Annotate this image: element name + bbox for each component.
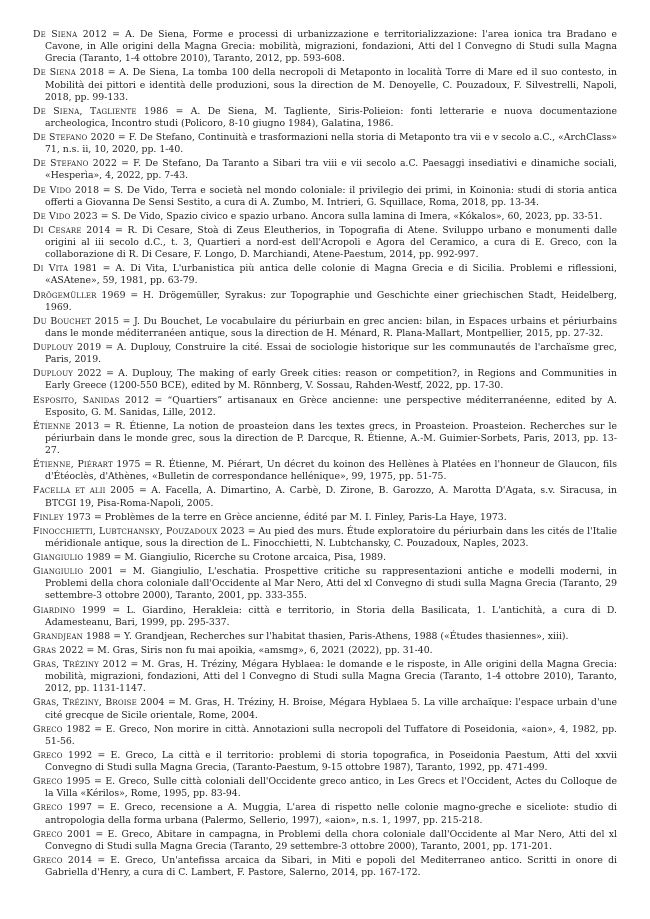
bibliography-entry: [33, 132, 617, 156]
bibliography-entry: [33, 512, 617, 524]
bibliography-entry: [33, 211, 617, 223]
bibliography-entry: [33, 106, 617, 130]
entry-key: Duplouy 2022: [33, 368, 102, 380]
entry-text: = H. Drögemüller, Syrakus: zur Topographie und Geschichte einer griechischen Stadt, Heidelberg, 1969.: [45, 289, 617, 313]
bibliography-entry: [33, 290, 617, 314]
entry-text: = E. Greco, recensione a A. Muggia, L'area di rispetto nelle colonie magno-greche e siceliote: studio di antropologia della forma urbana (Palermo, Sellerio, 1997), «aion», n.s. 1, 1997, pp. 215-218.: [45, 802, 617, 826]
entry-key: Gras 2022: [33, 644, 84, 656]
entry-text: = “Quartiers” artisanaux en Grèce ancienne: une perspective méditerranéenne, edited by A. Esposito, G. M. Sanidas, Lille, 2012.: [45, 394, 617, 418]
bibliography-entry: [33, 829, 617, 853]
bibliography-entry: [33, 421, 617, 457]
entry-text: = E. Greco, Un'antefissa arcaica da Sibari, in Miti e popoli del Mediterraneo antico. Scritti in onore di Gabriella d'Henry, a cura di C. Lambert, F. Pastore, Salerno, 2014, pp. 167-172.: [45, 854, 617, 879]
entry-key: Drögemüller 1969: [33, 289, 126, 301]
entry-key: Greco 2001: [33, 828, 92, 840]
entry-key: De Stefano 2022: [33, 158, 118, 170]
bibliography-entry: [33, 566, 617, 602]
bibliography-entry: [33, 750, 617, 774]
entry-text: = M. Gras, H. Tréziny, H. Broise, Mégara Hyblaea 5. La ville archaïque: l'espace urbain d'une cité grecque de Sicile orientale, Rome, 2004.: [45, 697, 617, 721]
entry-key: De Siena 2018: [33, 67, 105, 79]
entry-text: = M. Gras, H. Tréziny, Mégara Hyblaea: le domande e le risposte, in Alle origini della Magna Grecia: mobilità, migrazioni, fondazioni, Atti del l Convegno di Studi sulla Magna Grecia (Taranto, 1-4 ottobre 2010), Taranto, 2012, pp. 1131-1147.: [45, 659, 617, 695]
entry-key: Étienne, Piérart 1975: [33, 459, 141, 471]
bibliography-entry: [33, 776, 617, 800]
entry-key: De Siena 2012: [33, 29, 107, 40]
entry-text: = L. Giardino, Herakleia: città e territorio, in Storia della Basilicata, 1. L'antichità, a cura di D. Adamesteanu, Bari, 1999, pp. 295-337.: [45, 604, 617, 628]
entry-text: = S. De Vido, Terra e società nel mondo coloniale: il privilegio dei primi, in Koinonia: studi di storia antica offerti a Giovanna De Sensi Sestito, a cura di A. Zumbo, M. Intrieri, G. Squillace, Roma, 2018, pp. 13-34.: [45, 184, 617, 208]
entry-text: = M. Gras, Siris non fu mai apoikia, «amsmg», 6, 2021 (2022), pp. 31-40.: [83, 644, 433, 656]
bibliography-entry: [33, 368, 617, 392]
entry-key: Grandjean 1988: [33, 630, 111, 642]
entry-key: Giangiulio 1989: [33, 552, 111, 564]
entry-text: = A. Di Vita, L'urbanistica più antica delle colonie di Magna Grecia e di Sicilia. Problemi e riflessioni, «ASAtene», 59, 1981, pp. 63-79.: [45, 263, 617, 287]
bibliography-entry: [33, 158, 617, 182]
bibliography-entry: [33, 459, 617, 483]
entry-key: Duplouy 2019: [33, 342, 102, 354]
bibliography-entry: [33, 526, 617, 550]
entry-key: Finocchietti, Lubtchansky, Pouzadoux 2023: [33, 525, 245, 537]
bibliography-entry: [33, 605, 617, 629]
bibliography-entry: [33, 645, 617, 657]
entry-text: = F. De Stefano, Da Taranto a Sibari tra viii e vii secolo a.C. Paesaggi insediativi e dinamiche sociali, «Hesperìa», 4, 2022, pp. 7-43.: [45, 158, 617, 182]
entry-key: Esposito, Sanidas 2012: [33, 394, 150, 406]
bibliography-entry: [33, 724, 617, 748]
entry-text: = Au pied des murs. Étude exploratoire du périurbain dans les cités de l'Italie méridionale antique, sous la direction de L. Finocchietti, N. Lubtchansky, C. Pouzadoux, Naples, 2023.: [45, 525, 617, 549]
entry-key: Greco 2014: [33, 854, 93, 866]
entry-text: = R. Di Cesare, Stoà di Zeus Eleutherios, in Topografia di Atene. Sviluppo urbano e monumenti dalle origini al iii secolo d.C., t. 3, Quartieri a nord-est dell'Acropoli e Agora del Ceramico, a cura di E. Greco, con la collaborazione di R. Di Cesare, F. Longo, D. Marchiandi, Atene-Paestum, 2014, pp. 992-997.: [45, 224, 618, 261]
bibliography-entry: [33, 395, 617, 419]
entry-text: = A. Facella, A. Dimartino, A. Carbè, D. Zirone, B. Garozzo, A. Marotta D'Agata, s.v. Siracusa, in BTCGI 19, Pisa-Roma-Napoli, 2005.: [45, 485, 617, 509]
entry-key: Greco 1995: [33, 776, 91, 788]
entry-text: = J. Du Bouchet, Le vocabulaire du périurbain en grec ancien: bilan, in Espaces urbains et périurbains dans le monde méditerranéen antique, sous la direction de H. Ménard, R. Plana-Mallart, Montpellier, 2015, pp. 27-32.: [45, 315, 617, 339]
entry-text: = E. Greco, Sulle città coloniali dell'Occidente greco antico, in Les Grecs et l'Occident, Actes du Colloque de la Villa «Kérilos», Rome, 1995, pp. 83-94.: [45, 776, 617, 800]
bibliography-entry: [33, 631, 617, 643]
entry-text: = M. Giangiulio, Ricerche su Crotone arcaica, Pisa, 1989.: [110, 552, 386, 564]
entry-key: Gras, Tréziny 2012: [33, 659, 127, 670]
entry-key: De Vido 2018: [33, 184, 100, 196]
entry-text: = A. Duplouy, The making of early Greek cities: reason or competition?, in Regions and Communities in Early Greece (1200-550 BCE), edited by M. Rönnberg, V. Sossau, Rahden-Westf, 2022, pp. 17-30.: [45, 368, 617, 392]
entry-text: = A. De Siena, M. Tagliente, Siris-Polieion: fonti letterarie e nuova documentazione archeologica, Incontro studi (Policoro, 8-10 giugno 1984), Galatina, 1986.: [45, 105, 617, 129]
bibliography-entry: [33, 185, 617, 209]
bibliography-entry: [33, 67, 617, 103]
entry-key: Greco 1997: [33, 802, 93, 814]
entry-key: De Vido 2023: [33, 210, 98, 222]
entry-text: = R. Étienne, M. Piérart, Un décret du koinon des Hellènes à Platées en l'honneur de Glaucon, fils d'Étéoclès, d'Athènes, «Bulletin de correspondance hellénique», 99, 1975, pp. 51-75.: [45, 459, 617, 483]
entry-key: Gras, Tréziny, Broise 2004: [33, 697, 165, 709]
bibliography-entry: [33, 29, 617, 65]
entry-key: Greco 1992: [33, 749, 93, 761]
bibliography-entry: [33, 855, 617, 879]
entry-text: = E. Greco, Non morire in città. Annotazioni sulla necropoli del Tuffatore di Poseidonia, «aion», 4, 1982, pp. 51-56.: [45, 723, 617, 747]
entry-key: Di Vita 1981: [33, 263, 98, 275]
entry-text: = E. Greco, La città e il territorio: problemi di storia topografica, in Poseidonia Paestum, Atti del xxvii Convegno di Studi sulla Magna Grecia, (Taranto-Paestum, 9-15 ottobre 1987), Taranto, 1992, pp. 471-499.: [45, 749, 617, 774]
bibliography-entry: [33, 263, 617, 287]
bibliography-entry: [33, 552, 617, 564]
bibliography-entry: [33, 316, 617, 340]
bibliography-entry: [33, 485, 617, 509]
entry-key: Étienne 2013: [33, 420, 100, 432]
entry-key: Di Cesare 2014: [33, 224, 111, 236]
entry-text: = Y. Grandjean, Recherches sur l'habitat thasien, Paris-Athens, 1988 («Études thasiennes», xiii).: [110, 630, 569, 642]
bibliography-entry: [33, 225, 617, 261]
entry-key: Finley 1973: [33, 511, 91, 523]
entry-text: = A. De Siena, La tomba 100 della necropoli di Metaponto in località Torre di Mare ed il suo contesto, in Mobilità dei pittori e identità delle produzioni, sous la direction de M. Denoyelle, C. Pouzadoux, F. Silvestrelli, Napoli, 2018, pp. 99-133.: [45, 67, 617, 103]
entry-text: = A. De Siena, Forme e processi di urbanizzazione e territorializzazione: l'area ionica tra Bradano e Cavone, in Alle origini della Magna Grecia: mobilità, migrazioni, fondazioni, Atti del l Convegno di Studi sulla Magna Grecia (Taranto, 1-4 ottobre 2010), Taranto, 2012, pp. 593-608.: [45, 29, 617, 65]
entry-key: De Siena, Tagliente 1986: [33, 105, 169, 117]
entry-key: Facella et alii 2005: [33, 485, 135, 497]
entry-text: = R. Étienne, La notion de proasteion dans les textes grecs, in Proasteion. Proasteion. Recherches sur le périurbain dans le monde grec, sous la direction de P. Darcque, R. Étienne, A.-M. Guimier-Sorbets, Paris, 2013, pp. 13-27.: [45, 420, 617, 457]
entry-key: Giardino 1999: [33, 604, 106, 616]
entry-key: Greco 1982: [33, 723, 91, 735]
entry-text: = E. Greco, Abitare in campagna, in Problemi della chora coloniale dall'Occidente al Mar Nero, Atti del xl Convegno di Studi sulla Magna Grecia (Taranto, 29 settembre-3 ottobre 2000), Taranto, 2001, pp. 171-201.: [45, 828, 617, 852]
bibliography-entry: [33, 697, 617, 721]
bibliography-entry: [33, 342, 617, 366]
bibliography-entry: [33, 659, 617, 695]
bibliography-entry: [33, 802, 617, 826]
entry-text: = Problèmes de la terre en Grèce ancienne, édité par M. I. Finley, Paris-La Haye, 1973.: [91, 511, 507, 523]
entry-key: Du Bouchet 2015: [33, 315, 120, 327]
entry-key: Giangiulio 2001: [33, 566, 114, 578]
entry-text: = A. Duplouy, Construire la cité. Essai de sociologie historique sur les communautés de l'archaïsme grec, Paris, 2019.: [45, 342, 618, 366]
entry-text: = M. Giangiulio, L'eschatia. Prospettive critiche su rappresentazioni antiche e modelli moderni, in Problemi della chora coloniale dall'Occidente al Mar Nero, Atti del xl Convegno di studi sulla Magna Grecia (Taranto, 29 settembre-3 ottobre 2000), Taranto, 2001, pp. 333-355.: [45, 566, 617, 602]
entry-text: = S. De Vido, Spazio civico e spazio urbano. Ancora sulla lamina di Imera, «Kókalos», 60, 2023, pp. 33-51.: [97, 210, 603, 222]
entry-key: De Stefano 2020: [33, 132, 115, 144]
entry-text: = F. De Stefano, Continuità e trasformazioni nella storia di Metaponto tra vii e v secolo a.C., «ArchClass» 71, n.s. ii, 10, 2020, pp. 1-40.: [45, 132, 618, 156]
